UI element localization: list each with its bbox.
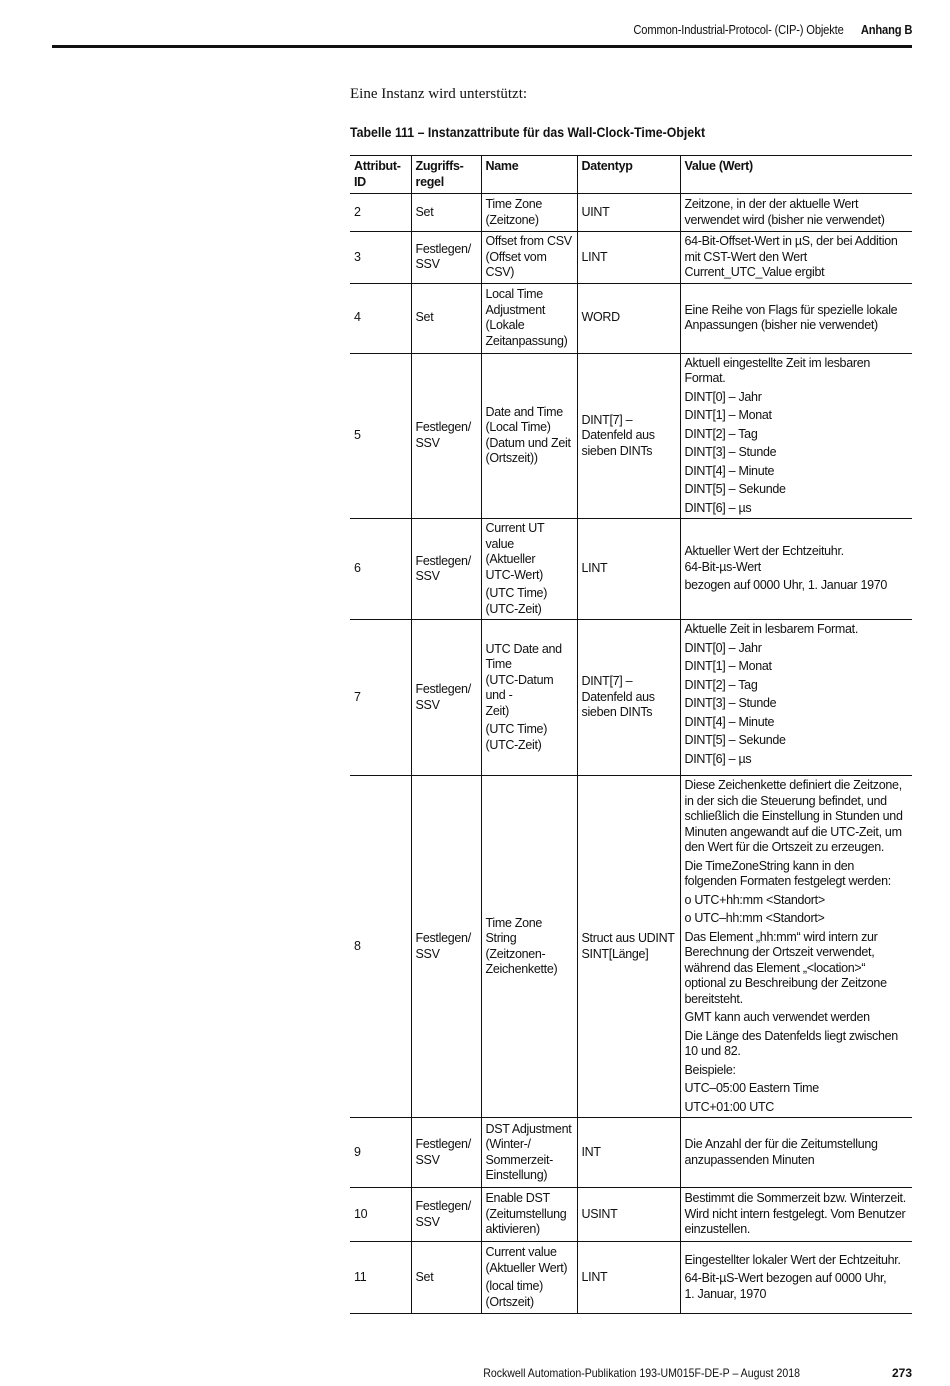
access-rule-text: Festlegen/ SSV (415, 553, 471, 583)
data-type-text: LINT (581, 249, 608, 264)
table-caption: Tabelle 111 – Instanzattribute für das Wall-Clock-Time-Objekt (350, 124, 706, 140)
attribute-id-text: 3 (354, 249, 361, 264)
value-text: Die Länge des Datenfelds liegt zwischen 10 und 82. (684, 1028, 898, 1058)
cell-access-rule (411, 1242, 481, 1314)
cell-name (481, 776, 577, 1118)
instance-attributes-table (350, 155, 912, 1314)
cell-data-type (577, 776, 680, 1118)
cell-access-rule (411, 1118, 481, 1188)
access-rule-text: Festlegen/ SSV (415, 1137, 471, 1167)
header-access-rule (411, 156, 481, 194)
name-text: (local time) (Ortszeit) (485, 1279, 544, 1309)
data-type-text: DINT[7] – Datenfeld aus sieben DINTs (581, 412, 655, 458)
attribute-id-text: 8 (354, 938, 361, 953)
value-text: Diese Zeichenkette definiert die Zeitzone, in der sich die Steuerung befindet, und schließlich die Einstellung in Stunden und Minuten angewandt auf die UTC-Zeit, um den Wert für die Ortszeit zu erzeugen. (684, 778, 903, 854)
cell-value (680, 620, 912, 776)
value-text: DINT[4] – Minute (684, 714, 775, 729)
cell-value (680, 353, 912, 519)
cell-attribute-id (350, 1118, 411, 1188)
cell-access-rule (411, 353, 481, 519)
data-type-text: WORD (581, 310, 620, 325)
data-type-text: LINT (581, 1269, 608, 1284)
value-text: DINT[3] – Stunde (684, 445, 777, 459)
header-attribute-id-text: Attribut- ID (354, 159, 401, 189)
value-text: DINT[2] – Tag (684, 426, 758, 441)
header-name-text: Name (485, 159, 519, 173)
access-rule-text: Festlegen/ SSV (415, 1199, 471, 1229)
cell-value (680, 519, 912, 620)
table-row (350, 194, 912, 232)
table-body (350, 194, 912, 1314)
cell-data-type (577, 353, 680, 519)
name-text: (UTC Time) (UTC-Zeit) (485, 722, 548, 752)
attribute-id-text: 11 (354, 1269, 367, 1284)
table-row (350, 283, 912, 353)
value-text: DINT[0] – Jahr (684, 389, 762, 404)
cell-value (680, 194, 912, 232)
table-row (350, 776, 912, 1118)
attribute-id-text: 2 (354, 204, 361, 219)
table-row (350, 519, 912, 620)
name-text: Enable DST (Zeitumstellung aktivieren) (485, 1191, 567, 1237)
table-row (350, 232, 912, 284)
access-rule-text: Set (415, 310, 434, 325)
value-text: 64-Bit-Offset-Wert in µS, der bei Addition mit CST-Wert den Wert Current_UTC_Value ergibt (684, 234, 898, 279)
cell-data-type (577, 620, 680, 776)
name-text: Offset from CSV (Offset vom CSV) (485, 234, 572, 279)
cell-data-type (577, 1118, 680, 1188)
cell-attribute-id (350, 194, 411, 232)
value-text: Die TimeZoneString kann in den folgenden Formaten festgelegt werden: (684, 858, 891, 888)
value-text: DINT[5] – Sekunde (684, 482, 786, 496)
name-text: Date and Time (Local Time) (Datum und Zeit (Ortszeit)) (485, 404, 571, 466)
value-text: Beispiele: (684, 1062, 736, 1077)
table-row (350, 620, 912, 776)
data-type-text: LINT (581, 561, 608, 576)
cell-name (481, 232, 577, 284)
name-text: (UTC Time) (UTC-Zeit) (485, 586, 548, 616)
access-rule-text: Festlegen/ SSV (415, 682, 471, 712)
table-row (350, 353, 912, 519)
cell-access-rule (411, 283, 481, 353)
value-text: DINT[1] – Monat (684, 408, 772, 422)
name-text: Time Zone String (Zeitzonen- Zeichenkette) (485, 915, 558, 976)
header-attribute-id (350, 156, 411, 194)
publication-info: Rockwell Automation-Publikation 193-UM015F-DE-P – August 2018 (483, 1366, 800, 1380)
table-header-row (350, 156, 912, 194)
value-text: UTC+01:00 UTC (684, 1099, 775, 1114)
value-text: Eingestellter lokaler Wert der Echtzeituhr. (684, 1252, 901, 1267)
cell-name (481, 620, 577, 776)
cell-attribute-id (350, 776, 411, 1118)
cell-name (481, 519, 577, 620)
value-text: DINT[6] – µs (684, 751, 752, 766)
cell-value (680, 776, 912, 1118)
attribute-id-text: 4 (354, 310, 361, 325)
attribute-id-text: 10 (354, 1206, 368, 1221)
name-text: Current UT value (Aktueller UTC-Wert) (485, 521, 545, 582)
access-rule-text: Festlegen/ SSV (415, 931, 471, 961)
value-text: Zeitzone, in der der aktuelle Wert verwendet wird (bisher nie verwendet) (684, 197, 885, 227)
cell-data-type (577, 1242, 680, 1314)
appendix-label: Anhang B (860, 22, 912, 37)
cell-attribute-id (350, 620, 411, 776)
page-number: 273 (891, 1366, 912, 1380)
header-data-type-text: Datentyp (581, 159, 633, 173)
table-row (350, 1242, 912, 1314)
header-value-text: Value (Wert) (684, 159, 753, 173)
cell-data-type (577, 194, 680, 232)
cell-data-type (577, 1188, 680, 1242)
cell-attribute-id (350, 283, 411, 353)
value-text: Eine Reihe von Flags für spezielle lokale Anpassungen (bisher nie verwendet) (684, 302, 898, 332)
attribute-id-text: 9 (354, 1144, 361, 1159)
header-rule (52, 45, 912, 48)
value-text: o UTC+hh:mm <Standort> (684, 892, 825, 907)
name-text: DST Adjustment (Winter-/ Sommerzeit- Einstellung) (485, 1121, 572, 1182)
value-text: DINT[4] – Minute (684, 463, 775, 478)
data-type-text: UINT (581, 204, 610, 219)
header-data-type (577, 156, 680, 194)
table-row (350, 1188, 912, 1242)
data-type-text: USINT (581, 1206, 618, 1221)
cell-name (481, 1118, 577, 1188)
value-text: DINT[1] – Monat (684, 659, 772, 673)
value-text: DINT[5] – Sekunde (684, 733, 786, 747)
attribute-id-text: 6 (354, 561, 361, 576)
cell-access-rule (411, 519, 481, 620)
value-text: DINT[2] – Tag (684, 677, 758, 692)
cell-name (481, 283, 577, 353)
cell-attribute-id (350, 1188, 411, 1242)
chapter-title: Common-Industrial-Protocol- (CIP-) Objekte (633, 22, 844, 37)
value-text: Die Anzahl der für die Zeitumstellung anzupassenden Minuten (684, 1137, 878, 1167)
cell-attribute-id (350, 519, 411, 620)
value-text: UTC–05:00 Eastern Time (684, 1081, 819, 1095)
cell-value (680, 1118, 912, 1188)
cell-attribute-id (350, 1242, 411, 1314)
cell-attribute-id (350, 353, 411, 519)
data-type-text: INT (581, 1144, 601, 1159)
cell-data-type (577, 519, 680, 620)
cell-value (680, 1188, 912, 1242)
cell-name (481, 1242, 577, 1314)
value-text: 64-Bit-µS-Wert bezogen auf 0000 Uhr, 1. Januar, 1970 (684, 1271, 887, 1301)
name-text: Time Zone (Zeitzone) (485, 197, 543, 227)
cell-access-rule (411, 620, 481, 776)
name-text: Local Time Adjustment (Lokale Zeitanpassung) (485, 287, 568, 348)
attribute-id-text: 7 (354, 689, 361, 704)
name-text: UTC Date and Time (UTC-Datum und - Zeit) (485, 641, 562, 718)
header-name (481, 156, 577, 194)
access-rule-text: Festlegen/ SSV (415, 420, 471, 450)
value-text: bezogen auf 0000 Uhr, 1. Januar 1970 (684, 578, 888, 593)
intro-text: Eine Instanz wird unterstützt: (350, 86, 528, 102)
value-text: GMT kann auch verwendet werden (684, 1010, 870, 1024)
value-text: o UTC–hh:mm <Standort> (684, 911, 825, 925)
cell-value (680, 283, 912, 353)
cell-attribute-id (350, 232, 411, 284)
cell-access-rule (411, 1188, 481, 1242)
value-text: DINT[6] – µs (684, 500, 752, 515)
value-text: Aktueller Wert der Echtzeituhr. 64-Bit-µs-Wert (684, 544, 844, 574)
cell-access-rule (411, 232, 481, 284)
access-rule-text: Festlegen/ SSV (415, 241, 471, 272)
cell-data-type (577, 232, 680, 284)
data-type-text: DINT[7] – Datenfeld aus sieben DINTs (581, 674, 655, 720)
cell-name (481, 1188, 577, 1242)
cell-data-type (577, 283, 680, 353)
value-text: Das Element „hh:mm“ wird intern zur Berechnung der Ortszeit verwendet, während das Element „<location>“ optional zu Beschreibung der Zeitzone bereitsteht. (684, 929, 887, 1006)
value-text: DINT[0] – Jahr (684, 640, 762, 655)
cell-value (680, 232, 912, 284)
page-header (0, 0, 950, 48)
header-access-rule-text: Zugriffs- regel (415, 159, 464, 189)
running-header (633, 22, 912, 37)
cell-access-rule (411, 194, 481, 232)
data-type-text: Struct aus UDINT SINT[Länge] (581, 931, 675, 961)
table-row (350, 1118, 912, 1188)
name-text: Current value (Aktueller Wert) (485, 1245, 568, 1275)
access-rule-text: Set (415, 1269, 434, 1284)
value-text: Bestimmt die Sommerzeit bzw. Winterzeit. Wird nicht intern festgelegt. Vom Benutzer einzustellen. (684, 1191, 906, 1237)
value-text: Aktuelle Zeit in lesbarem Format. (684, 622, 858, 636)
header-value (680, 156, 912, 194)
value-text: DINT[3] – Stunde (684, 696, 777, 710)
access-rule-text: Set (415, 204, 434, 219)
attribute-id-text: 5 (354, 428, 361, 442)
cell-access-rule (411, 776, 481, 1118)
value-text: Aktuell eingestellte Zeit im lesbaren Format. (684, 355, 871, 385)
cell-value (680, 1242, 912, 1314)
cell-name (481, 353, 577, 519)
cell-name (481, 194, 577, 232)
